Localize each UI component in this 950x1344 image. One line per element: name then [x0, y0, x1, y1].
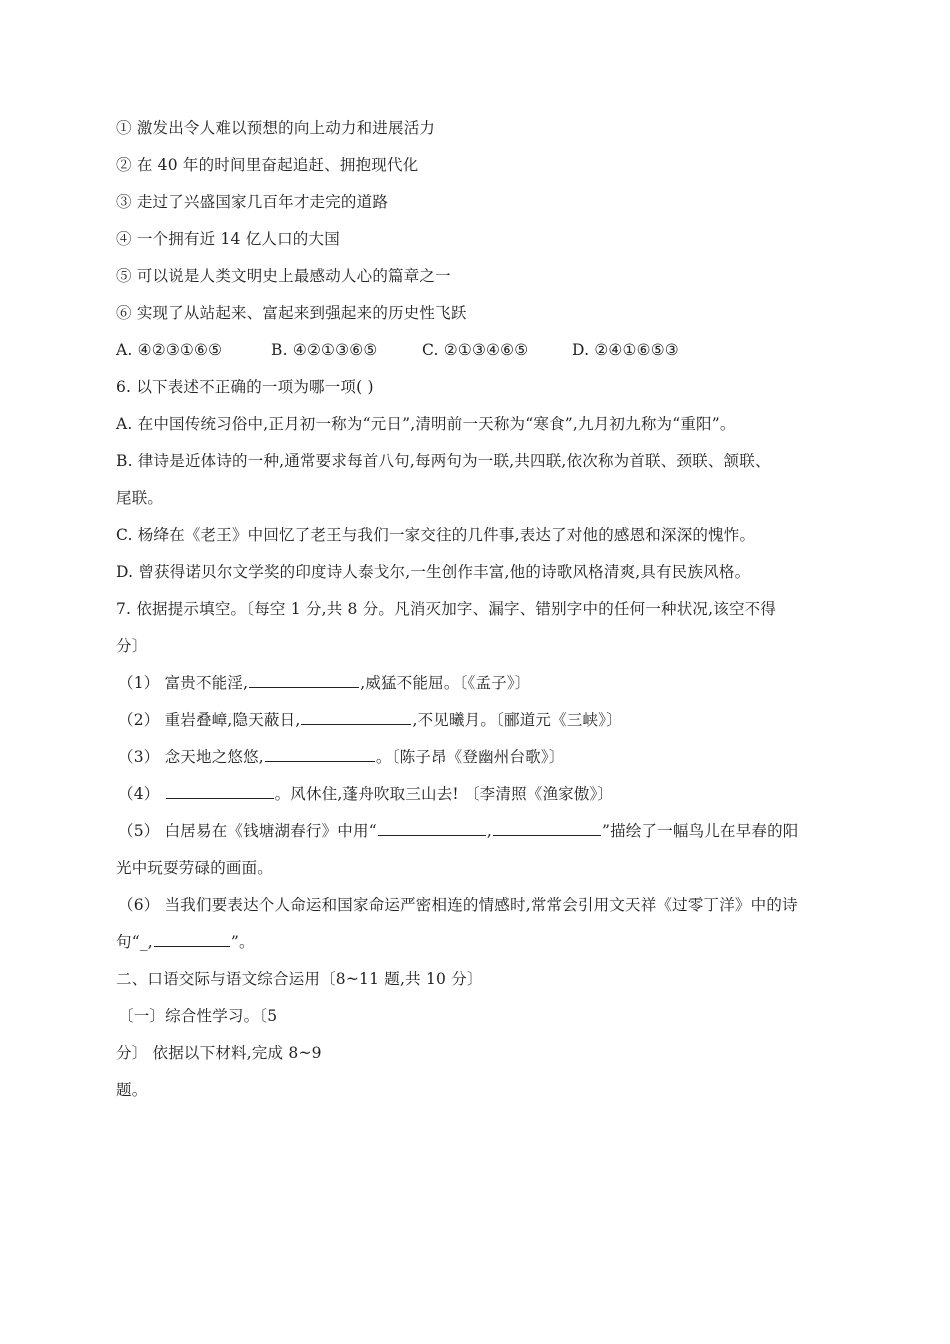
- q7-item-5-comma: ,: [486, 822, 492, 840]
- section-2-sub-line2: 分〕 依据以下材料,完成 8~9: [116, 1044, 322, 1062]
- q6-option-d: D. 曾获得诺贝尔文学奖的印度诗人泰戈尔,一生创作丰富,他的诗歌风格清爽,具有民族风格。: [116, 563, 751, 581]
- sequence-item-2: ② 在 40 年的时间里奋起追赶、拥抱现代化: [116, 156, 419, 174]
- q6-option-a: A. 在中国传统习俗中,正月初一称为“元日”,清明前一天称为“寒食”,九月初九称为“重阳”。: [116, 415, 736, 433]
- section-2-sub-line3: 题。: [116, 1081, 148, 1099]
- option-c: C. ②①③④⑥⑤: [422, 341, 529, 359]
- option-b: B. ④②①③⑥⑤: [271, 341, 378, 359]
- q7-item-5-prefix: （5） 白居易在《钱塘湖春行》中用“: [118, 822, 377, 840]
- q7-item-1-suffix: ,威猛不能屈。〔《孟子》〕: [360, 674, 531, 692]
- sequence-item-1: ① 激发出令人难以预想的向上动力和进展活力: [116, 119, 436, 137]
- q7-item-2: [118, 709, 622, 731]
- q7-item-4-suffix: 。风休住,蓬舟吹取三山去! 〔李清照《渔家傲》〕: [274, 785, 614, 803]
- q6-option-c: C. 杨绛在《老王》中回忆了老王与我们一家交往的几件事,表达了对他的感恩和深深的愧怍。: [116, 526, 756, 544]
- q7-item-1: [118, 672, 531, 694]
- option-d: D. ②④①⑥⑤③: [572, 341, 679, 359]
- q6-option-b-line1: B. 律诗是近体诗的一种,通常要求每首八句,每两句为一联,共四联,依次称为首联、颈联、颔联、: [116, 452, 771, 470]
- sequence-item-4: ④ 一个拥有近 14 亿人口的大国: [116, 230, 340, 248]
- q7-item-5-line2: 光中玩耍劳碌的画面。: [116, 859, 274, 877]
- q7-item-5-suffix: ”描绘了一幅鸟儿在早春的阳: [601, 822, 799, 840]
- q7-item-3-prefix: （3） 念天地之悠悠,: [118, 748, 264, 766]
- sequence-item-6: ⑥ 实现了从站起来、富起来到强起来的历史性飞跃: [116, 304, 467, 322]
- sequence-item-5: ⑤ 可以说是人类文明史上最感动人心的篇章之一: [116, 267, 451, 285]
- q7-item-6-line1: （6） 当我们要表达个人命运和国家命运严密相连的情感时,常常会引用文天祥《过零丁洋》中的诗: [118, 896, 798, 914]
- section-2-sub-line1: 〔一〕综合性学习。〔5: [118, 1007, 278, 1025]
- answer-blank[interactable]: [249, 672, 359, 688]
- answer-blank[interactable]: [265, 746, 375, 762]
- answer-blank[interactable]: [378, 820, 486, 836]
- q7-item-6-line2: [116, 931, 255, 953]
- answer-blank[interactable]: [166, 783, 274, 799]
- q6-stem: 6. 以下表述不正确的一项为哪一项( ): [116, 378, 374, 396]
- sequence-item-3: ③ 走过了兴盛国家几百年才走完的道路: [116, 193, 389, 211]
- q7-item-6-prefix: 句“_,: [116, 933, 153, 951]
- q7-item-4-prefix: （4）: [118, 785, 165, 803]
- sequence-options: [116, 339, 679, 361]
- q7-item-2-prefix: （2） 重岩叠嶂,隐天蔽日,: [118, 711, 301, 729]
- section-2-heading: 二、口语交际与语文综合运用〔8~11 题,共 10 分〕: [116, 970, 483, 988]
- answer-blank[interactable]: [301, 709, 411, 725]
- q7-stem-line1: 7. 依据提示填空。〔每空 1 分,共 8 分。凡消灭加字、漏字、错别字中的任何一种状况,该空不得: [116, 600, 777, 618]
- q6-option-b-line2: 尾联。: [116, 489, 164, 507]
- answer-blank[interactable]: [493, 820, 601, 836]
- q7-stem-line2: 分〕: [116, 637, 148, 655]
- q7-item-3-suffix: 。〔陈子昂《登幽州台歌》〕: [375, 748, 565, 766]
- answer-blank[interactable]: [154, 931, 230, 947]
- q7-item-3: [118, 746, 565, 768]
- q7-item-5: [118, 820, 799, 842]
- q7-item-6-suffix: ”。: [230, 933, 255, 951]
- q7-item-1-prefix: （1） 富贵不能淫,: [118, 674, 249, 692]
- q7-item-4: [118, 783, 613, 805]
- option-a: A. ④②③①⑥⑤: [116, 341, 223, 359]
- q7-item-2-suffix: ,不见曦月。〔郦道元《三峡》〕: [412, 711, 622, 729]
